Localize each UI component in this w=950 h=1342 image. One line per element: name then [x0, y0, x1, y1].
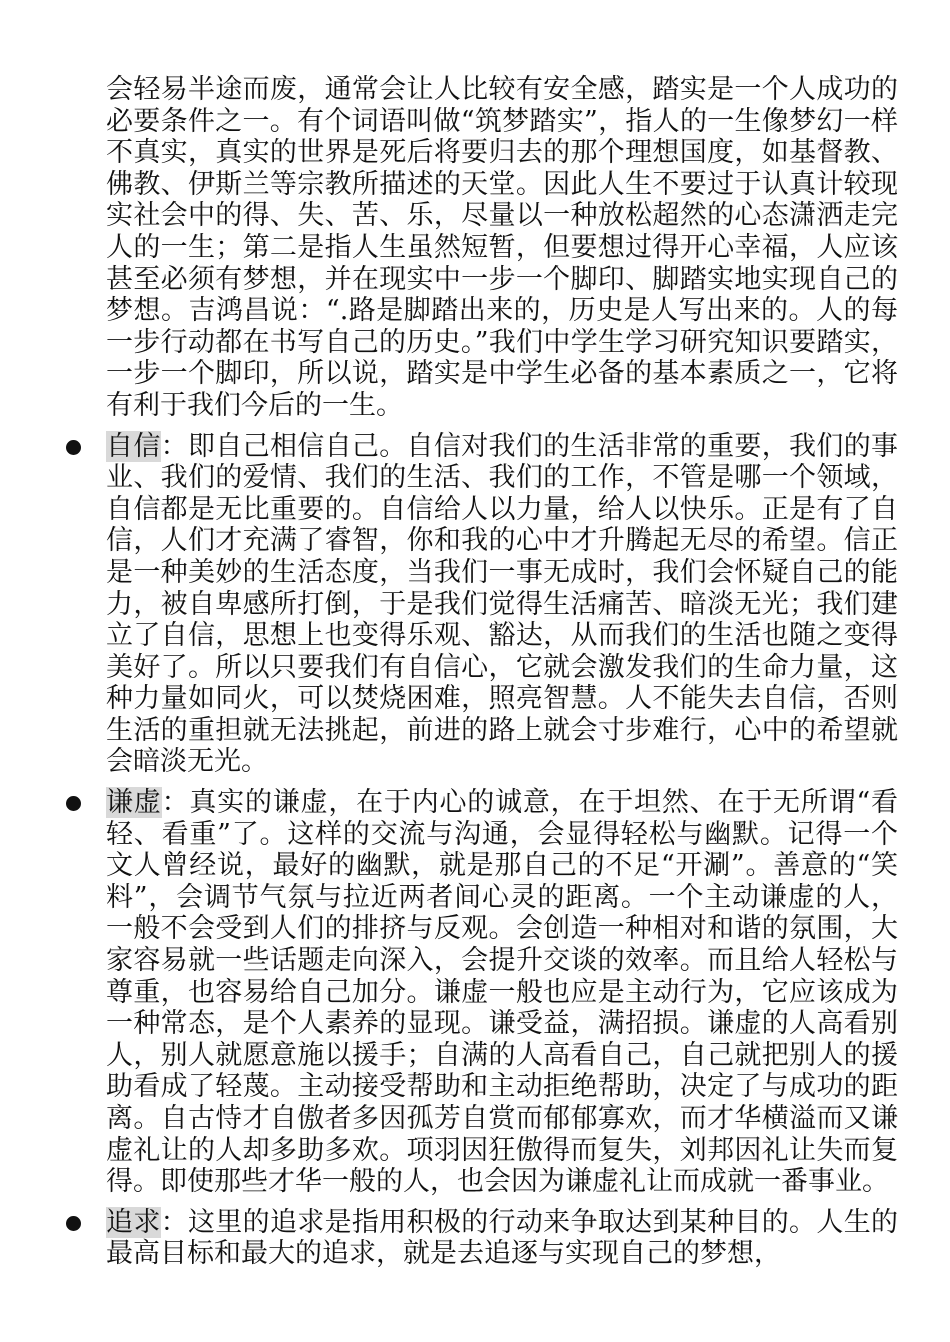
bullet-paragraph	[106, 787, 898, 1198]
bullet-dot-icon	[66, 796, 81, 811]
bullet-dot-icon	[66, 440, 81, 455]
bullet-item-confidence	[106, 431, 898, 779]
bullet-text: ：真实的谦虚，在于内心的诚意，在于坦然、在于无所谓“看轻、看重”了。这样的交流与沟通，会显得轻松与幽默。记得一个文人曾经说，最好的幽默，就是那自己的不足“开涮”。善意的“笑料”，会调节气氛与拉近两者间心灵的距离。一个主动谦虚的人，一般不会受到人们的排挤与反观。会创造一种相对和谐的氛围，大家容易就一些话题走向深入，会提升交谈的效率。而且给人轻松与尊重，也容易给自己加分。谦虚一般也应是主动行为，它应该成为一种常态，是个人素养的显现。谦受益，满招损。谦虚的人高看别人，别人就愿意施以援手；自满的人高看自己，自己就把别人的援助看成了轻蔑。主动接受帮助和主动拒绝帮助，决定了与成功的距离。自古恃才自傲者多因孤芳自赏而郁郁寡欢，而才华横溢而又谦虚礼让的人却多助多欢。项羽因狂傲得而复失，刘邦因礼让失而复得。即使那些才华一般的人，也会因为谦虚礼让而成就一番事业。	[106, 787, 898, 1198]
highlighted-term: 谦虚	[106, 787, 162, 819]
bullet-text: ：这里的追求是指用积极的行动来争取达到某种目的。人生的最高目标和最大的追求，就是去追逐与实现自己的梦想，	[106, 1206, 899, 1270]
highlighted-term: 自信	[106, 430, 161, 462]
bullet-text: ：即自己相信自己。自信对我们的生活非常的重要，我们的事业、我们的爱情、我们的生活、我们的工作，不管是哪一个领域，自信都是无比重要的。自信给人以力量，给人以快乐。正是有了自信，人们才充满了睿智，你和我的心中才升腾起无尽的希望。信正是一种美妙的生活态度，当我们一事无成时，我们会怀疑自己的能力，被自卑感所打倒，于是我们觉得生活痛苦、暗淡无光；我们建立了自信，思想上也变得乐观、豁达，从而我们的生活也随之变得美好了。所以只要我们有自信心，它就会激发我们的生命力量，这种力量如同火，可以焚烧困难，照亮智慧。人不能失去自信，否则生活的重担就无法挑起，前进的路上就会寸步难行，心中的希望就会暗淡无光。	[106, 430, 899, 778]
intro-paragraph: 会轻易半途而废，通常会让人比较有安全感，踏实是一个人成功的必要条件之一。有个词语叫做“筑梦踏实”，指人的一生像梦幻一样不真实，真实的世界是死后将要归去的那个理想国度，如基督教、佛教、伊斯兰等宗教所描述的天堂。因此人生不要过于认真计较现实社会中的得、失、苦、乐，尽量以一种放松超然的心态潇洒走完人的一生；第二是指人生虽然短暂，但要想过得开心幸福，人应该甚至必须有梦想，并在现实中一步一个脚印、脚踏实地实现自己的梦想。吉鸿昌说：“.路是脚踏出来的，历史是人写出来的。人的每一步行动都在书写自己的历史。”我们中学生学习研究知识要踏实，一步一个脚印，所以说，踏实是中学生必备的基本素质之一，它将有利于我们今后的一生。	[106, 74, 898, 421]
bullet-item-modesty	[106, 787, 898, 1198]
bullet-paragraph	[106, 1207, 898, 1270]
bullet-dot-icon	[66, 1216, 81, 1231]
bullet-paragraph	[106, 431, 898, 779]
document-page	[106, 74, 898, 1279]
highlighted-term: 追求	[106, 1206, 161, 1238]
bullet-item-pursuit	[106, 1207, 898, 1270]
